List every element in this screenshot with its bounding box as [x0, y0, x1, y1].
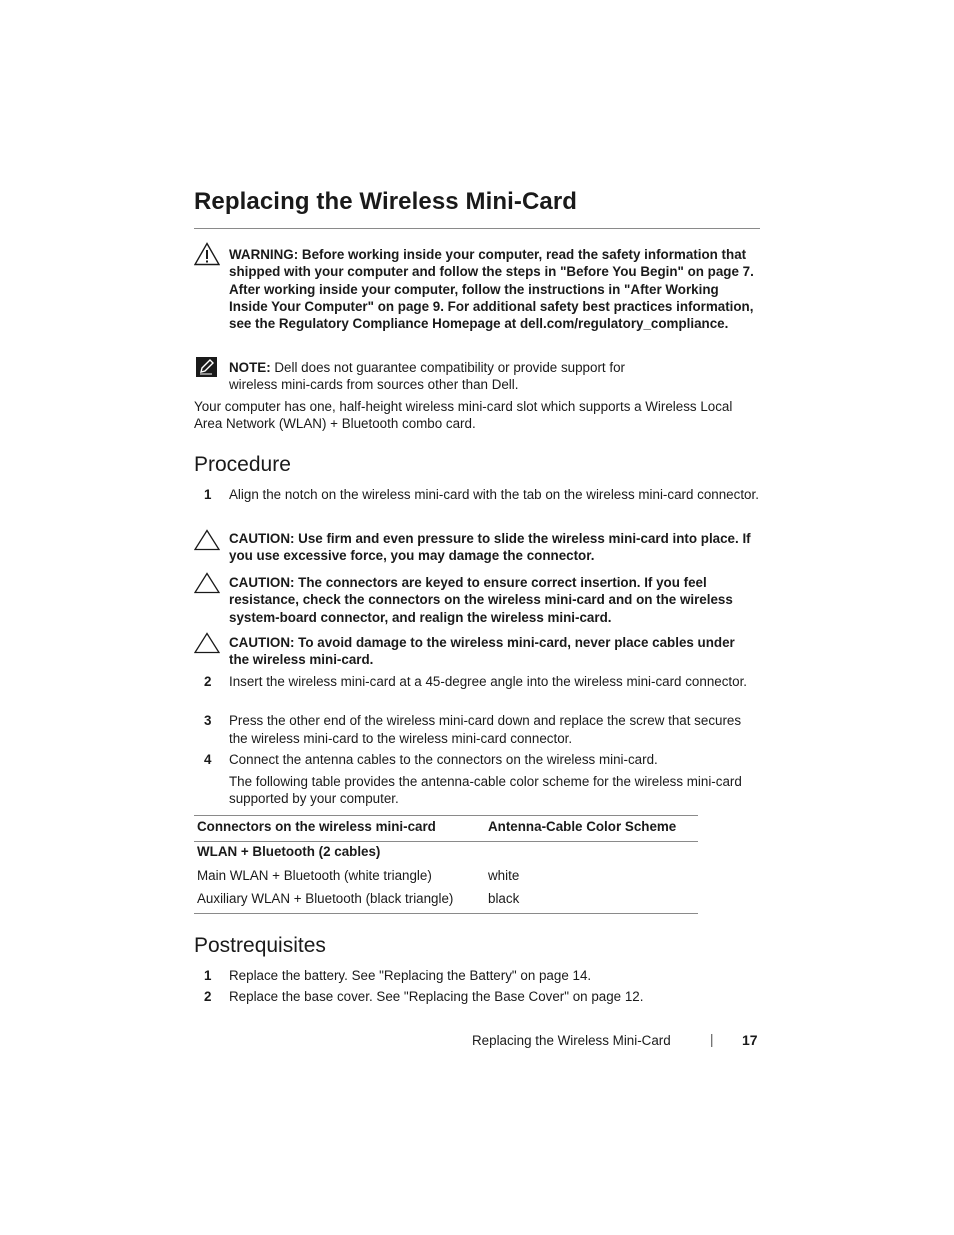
caution-text: CAUTION: Use firm and even pressure to slide the wireless mini-card into place. If you use excessive force, you may damage the connector.	[229, 531, 751, 564]
intro-paragraph: Your computer has one, half-height wireless mini-card slot which supports a Wireless Local Area Network (WLAN) + Bluetooth combo card.	[194, 399, 733, 432]
footer-section-title: Replacing the Wireless Mini-Card	[472, 1033, 671, 1048]
note-text	[229, 359, 669, 394]
procedure-heading: Procedure	[194, 453, 291, 476]
caution-triangle-icon	[194, 572, 220, 594]
table-cell: Auxiliary WLAN + Bluetooth (black triangle)	[197, 891, 454, 906]
postrequisite-step-number: 1	[204, 968, 212, 983]
note-label: NOTE:	[229, 360, 271, 375]
table-bottom-rule	[194, 913, 698, 914]
table-top-rule	[194, 815, 698, 816]
page-title: Replacing the Wireless Mini-Card	[194, 188, 578, 215]
table-cell: black	[488, 891, 520, 906]
warning-text: WARNING: Before working inside your computer, read the safety information that shipped with your computer and follow the steps in "Before You Begin" on page 7. After working inside your computer, follow the instructions in "After Working Inside Your Computer" on page 9. For additional safety best practices information, see the Regulatory Compliance Homepage at dell.com/regulatory_compliance.	[229, 247, 754, 332]
procedure-step-text: Press the other end of the wireless mini-card down and replace the screw that secures the wireless mini-card to the wireless mini-card connector.	[229, 713, 742, 746]
warning-triangle-icon	[194, 242, 220, 266]
postrequisite-step-number: 2	[204, 989, 212, 1004]
postrequisite-step-text: Replace the base cover. See "Replacing the Base Cover" on page 12.	[229, 989, 644, 1004]
caution-triangle-icon	[194, 529, 220, 551]
postrequisite-step-text: Replace the battery. See "Replacing the Battery" on page 14.	[229, 968, 592, 983]
caution-triangle-icon	[194, 632, 220, 654]
table-cell: white	[488, 868, 520, 883]
caution-text: CAUTION: The connectors are keyed to ensure correct insertion. If you feel resistance, check the connectors on the wireless mini-card and on the wireless system-board connector, and realign the wireless mini-card.	[229, 575, 733, 625]
table-intro: The following table provides the antenna-cable color scheme for the wireless mini-card supported by your computer.	[229, 774, 742, 807]
table-cell: Main WLAN + Bluetooth (white triangle)	[197, 868, 432, 883]
procedure-step-number: 1	[204, 487, 212, 502]
postrequisites-heading: Postrequisites	[194, 934, 326, 957]
table-header-rule	[194, 841, 698, 842]
table-group-label: WLAN + Bluetooth (2 cables)	[197, 844, 381, 859]
table-header-color-scheme: Antenna-Cable Color Scheme	[488, 819, 677, 834]
procedure-step-number: 2	[204, 674, 212, 689]
procedure-step-text: Align the notch on the wireless mini-card with the tab on the wireless mini-card connector.	[229, 487, 759, 502]
note-body: Dell does not guarantee compatibility or provide support for wireless mini-cards from sources other than Dell.	[229, 360, 625, 393]
procedure-step-text: Connect the antenna cables to the connectors on the wireless mini-card.	[229, 752, 658, 767]
page-number: 17	[742, 1032, 758, 1048]
procedure-step-number: 4	[204, 752, 212, 767]
caution-text: CAUTION: To avoid damage to the wireless mini-card, never place cables under the wireless mini-card.	[229, 635, 735, 668]
footer-separator: |	[710, 1032, 714, 1047]
procedure-step-number: 3	[204, 713, 212, 728]
note-pencil-icon	[196, 357, 217, 377]
table-header-connectors: Connectors on the wireless mini-card	[197, 819, 436, 834]
title-rule	[194, 228, 760, 229]
procedure-step-text: Insert the wireless mini-card at a 45-degree angle into the wireless mini-card connector.	[229, 674, 748, 689]
